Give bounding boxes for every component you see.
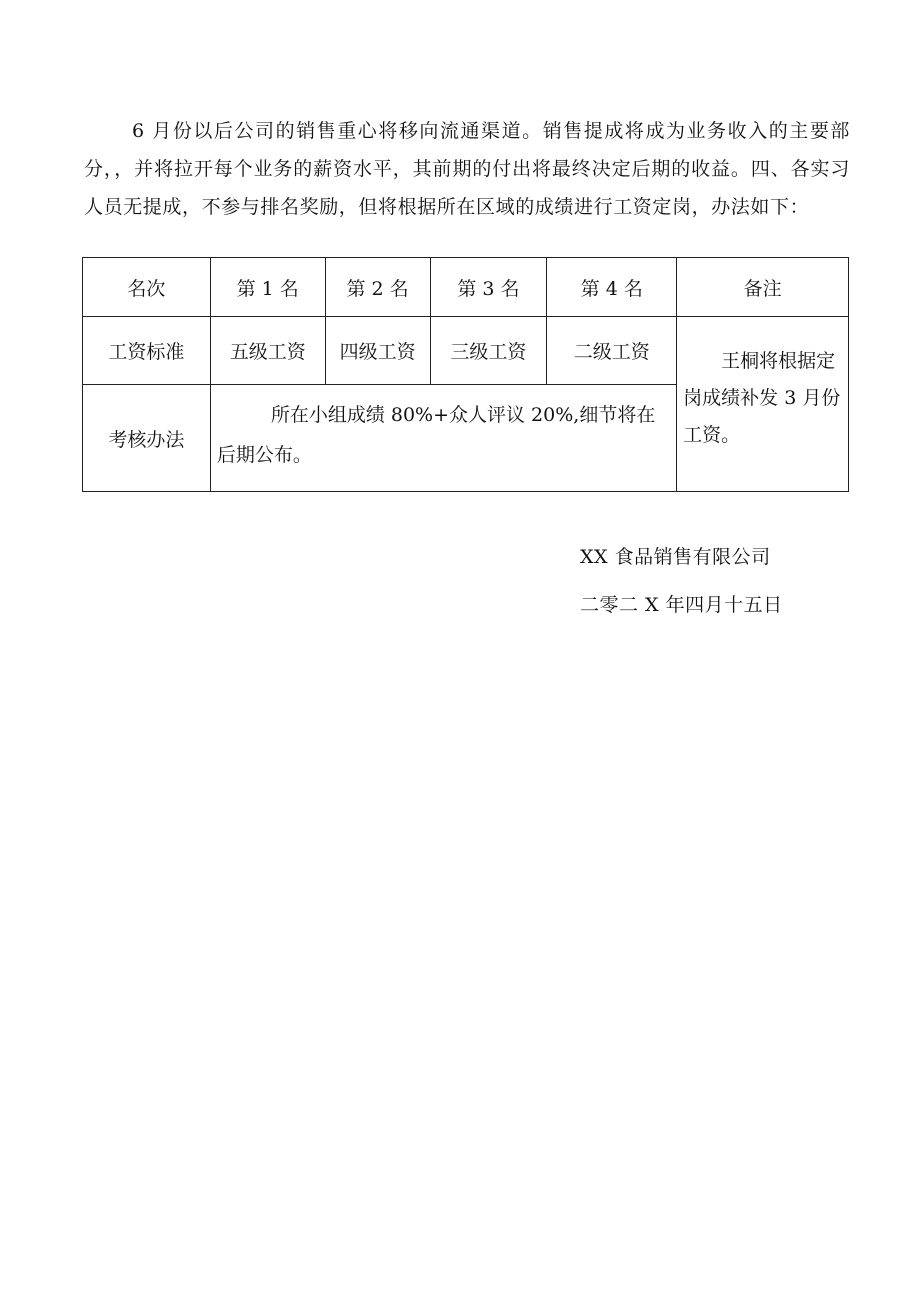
signature-date: 二零二 X 年四月十五日	[580, 594, 783, 616]
rank3-salary-cell: 三级工资	[430, 317, 547, 385]
remark-text: 王桐将根据定岗成绩补发 3 月份工资。	[683, 350, 841, 446]
signature-company: XX 食品销售有限公司	[580, 546, 771, 568]
rank2-salary-cell: 四级工资	[325, 317, 430, 385]
rank4-header-cell: 第 4 名	[547, 258, 677, 317]
rank3-header-cell: 第 3 名	[430, 258, 547, 317]
body-paragraph: 6 月份以后公司的销售重心将移向流通渠道。销售提成将成为业务收入的主要部分，，并将拉开每个业务的薪资水平，其前期的付出将最终决定后期的收益。四、各实习人员无提成，不参与排名奖励，但将根据所在区域的成绩进行工资定岗，办法如下：	[84, 120, 850, 218]
assessment-method-cell	[210, 385, 676, 492]
salary-table	[82, 257, 849, 492]
remark-header-cell: 备注	[677, 258, 849, 317]
assessment-label-cell: 考核办法	[83, 385, 211, 492]
rank1-salary-cell: 五级工资	[210, 317, 325, 385]
rank1-header-cell: 第 1 名	[210, 258, 325, 317]
remark-cell	[677, 317, 849, 492]
rank2-header-cell: 第 2 名	[325, 258, 430, 317]
salary-label-cell: 工资标准	[83, 317, 211, 385]
rank4-salary-cell: 二级工资	[547, 317, 677, 385]
assessment-method-text: 所在小组成绩 80%+众人评议 20%,细节将在后期公布。	[216, 404, 656, 466]
rank-label-cell: 名次	[83, 258, 211, 317]
table-header-row	[83, 258, 849, 317]
salary-standard-row	[83, 317, 849, 385]
